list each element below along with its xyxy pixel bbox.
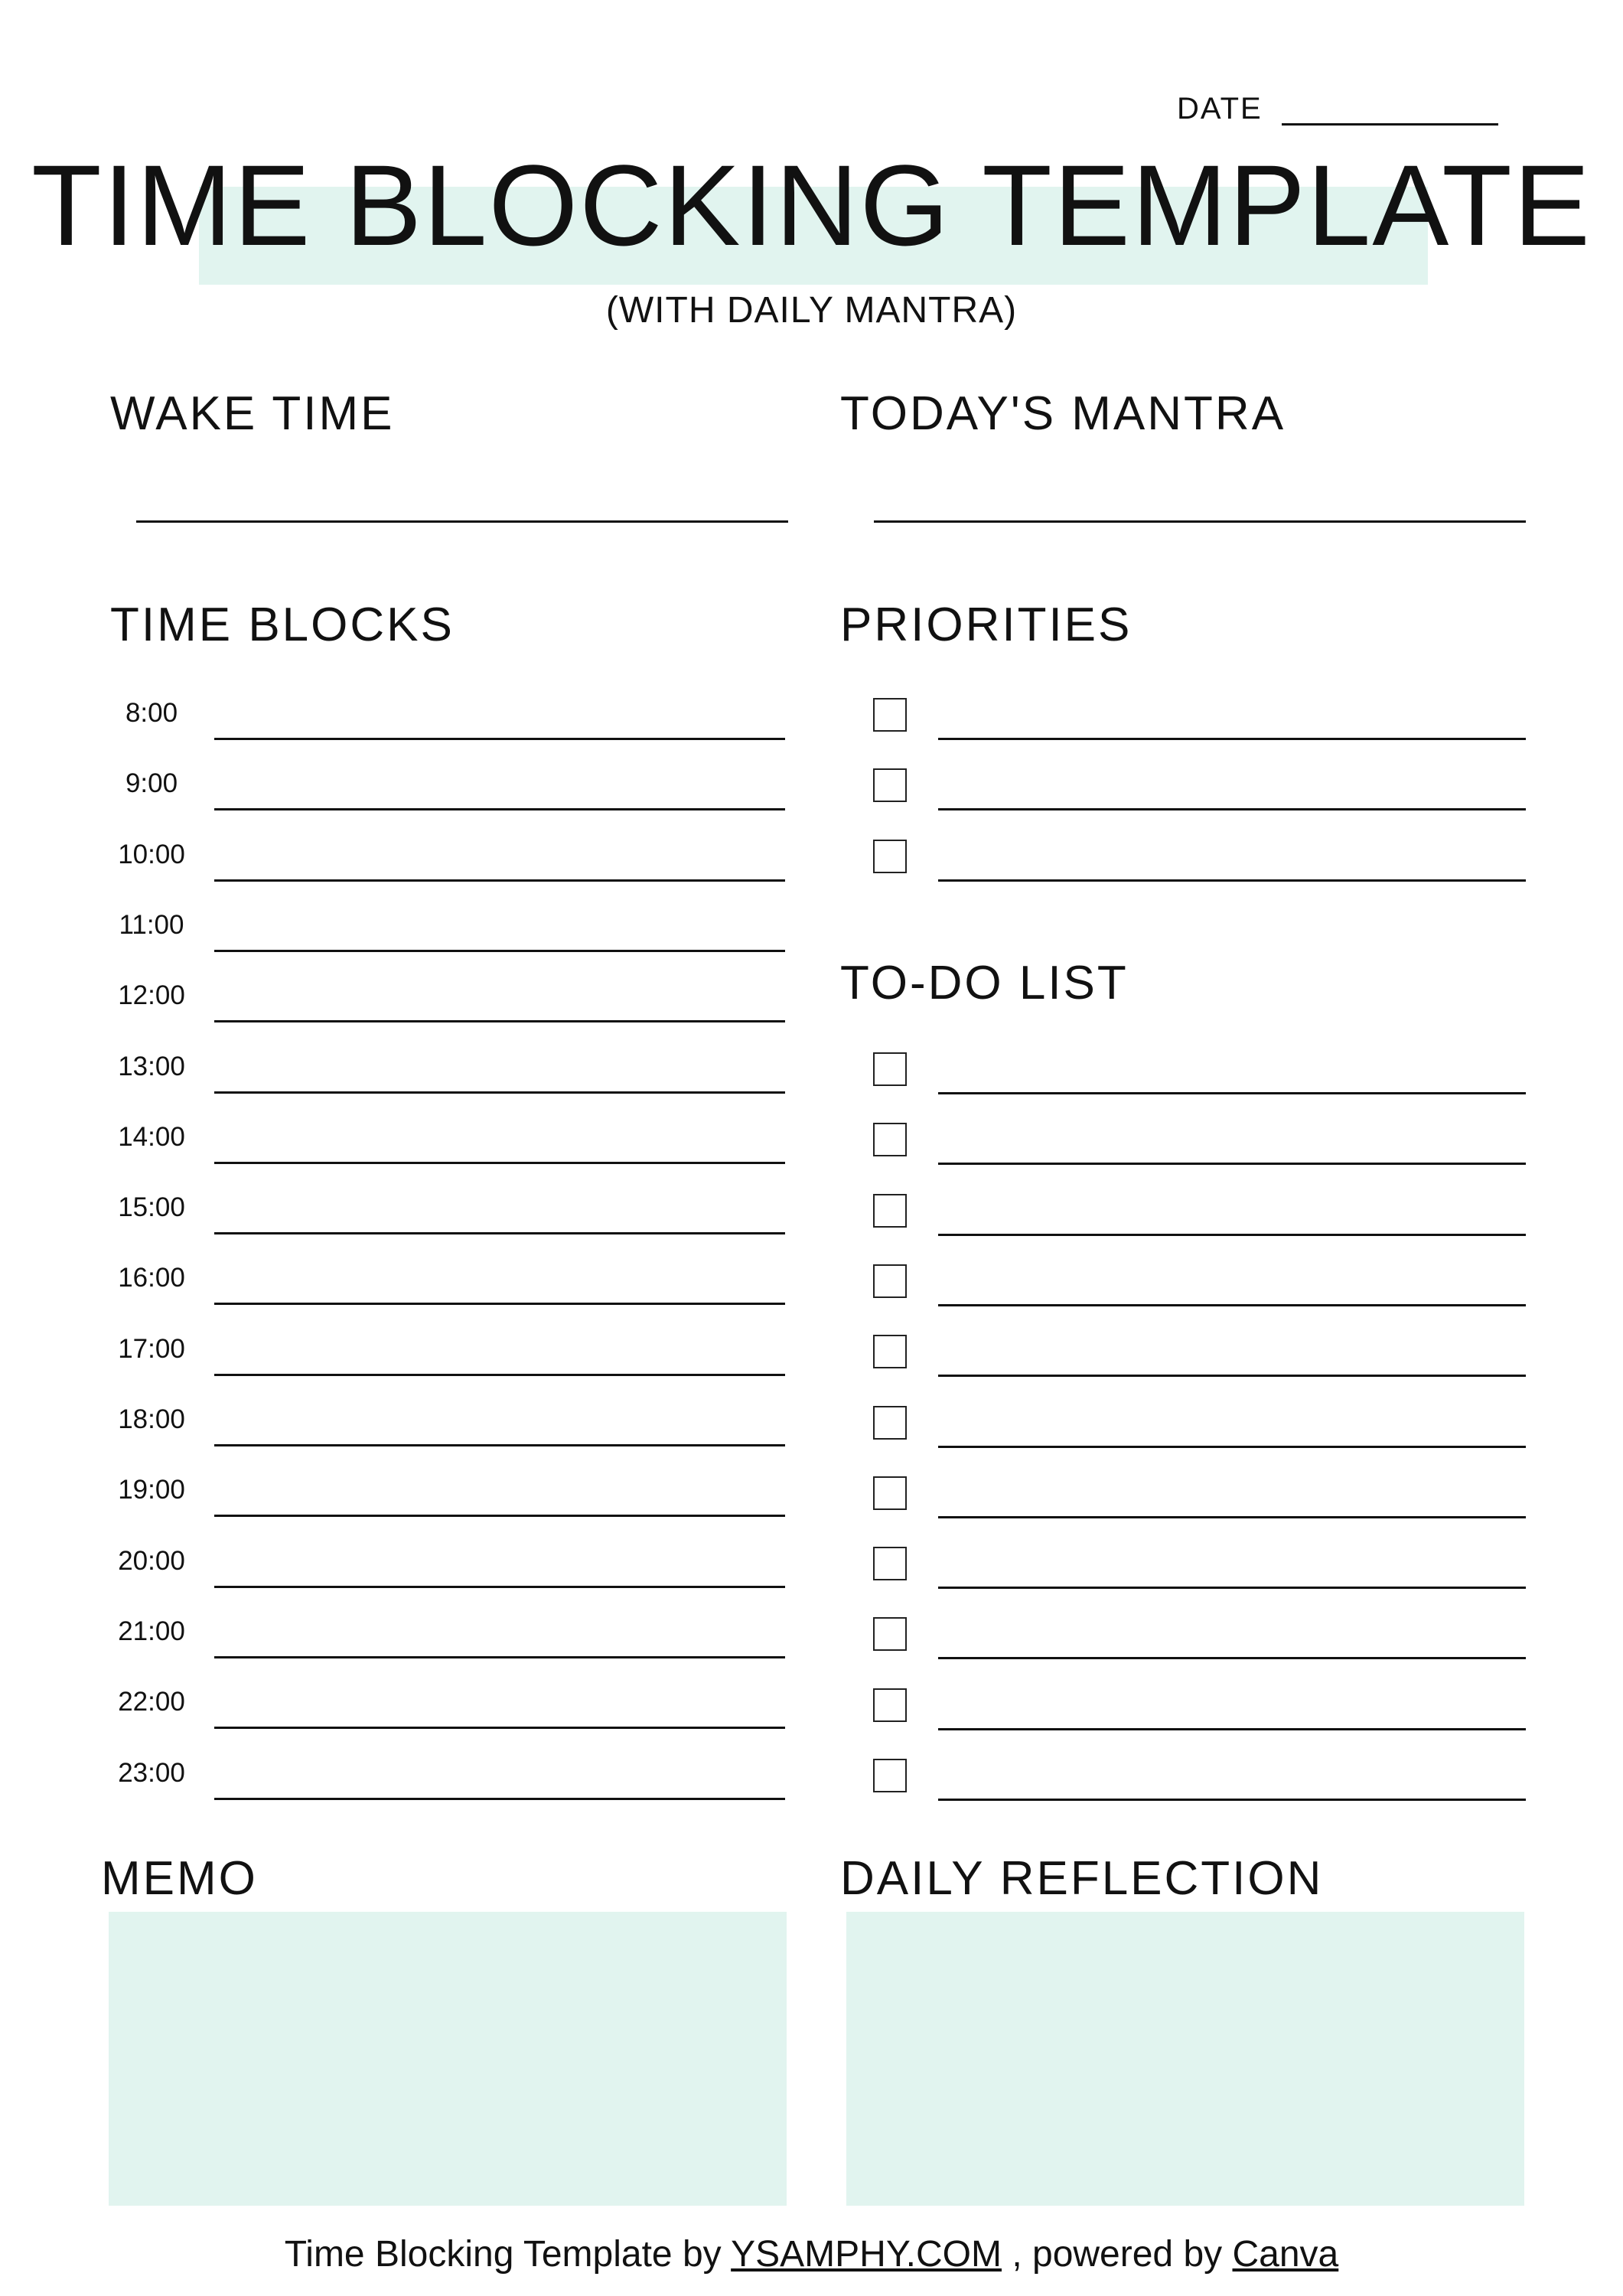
todo-line[interactable] xyxy=(938,1446,1526,1448)
memo-box[interactable] xyxy=(109,1912,787,2206)
priority-line[interactable] xyxy=(938,879,1526,882)
todo-checkbox[interactable] xyxy=(873,1335,907,1368)
time-block-line[interactable] xyxy=(214,1303,785,1305)
todo-checkbox[interactable] xyxy=(873,1688,907,1722)
priority-line[interactable] xyxy=(938,808,1526,810)
todo-line[interactable] xyxy=(938,1799,1526,1801)
todo-checkbox[interactable] xyxy=(873,1547,907,1580)
time-block-label: 23:00 xyxy=(118,1758,185,1788)
time-block-label: 16:00 xyxy=(118,1263,185,1293)
priority-line[interactable] xyxy=(938,738,1526,740)
time-block-line[interactable] xyxy=(214,1232,785,1234)
time-block-label: 20:00 xyxy=(118,1546,185,1576)
page-title: TIME BLOCKING TEMPLATE xyxy=(31,141,1592,269)
time-blocks-heading: TIME BLOCKS xyxy=(110,598,455,651)
todo-line[interactable] xyxy=(938,1516,1526,1518)
todo-line[interactable] xyxy=(938,1092,1526,1094)
time-block-line[interactable] xyxy=(214,950,785,952)
todo-checkbox[interactable] xyxy=(873,1264,907,1298)
time-block-line[interactable] xyxy=(214,1586,785,1588)
priority-checkbox[interactable] xyxy=(873,698,907,732)
time-block-label: 12:00 xyxy=(118,980,185,1010)
time-block-label: 22:00 xyxy=(118,1687,185,1717)
time-block-label: 8:00 xyxy=(125,698,178,728)
memo-heading: MEMO xyxy=(101,1852,258,1905)
time-block-label: 14:00 xyxy=(118,1122,185,1152)
time-block-label: 19:00 xyxy=(118,1475,185,1505)
todo-line[interactable] xyxy=(938,1304,1526,1306)
date-label: DATE xyxy=(1177,92,1263,126)
time-block-label: 9:00 xyxy=(125,768,178,798)
todo-checkbox[interactable] xyxy=(873,1476,907,1510)
time-block-label: 11:00 xyxy=(119,910,184,940)
todo-line[interactable] xyxy=(938,1587,1526,1589)
wake-time-heading: WAKE TIME xyxy=(110,387,395,440)
todo-line[interactable] xyxy=(938,1163,1526,1165)
time-block-label: 18:00 xyxy=(118,1404,185,1434)
time-block-label: 15:00 xyxy=(118,1192,185,1222)
priority-checkbox[interactable] xyxy=(873,768,907,802)
footer-middle: , powered by xyxy=(1012,2234,1223,2275)
daily-reflection-heading: DAILY REFLECTION xyxy=(840,1852,1324,1905)
time-block-line[interactable] xyxy=(214,1162,785,1164)
time-block-line[interactable] xyxy=(214,1374,785,1376)
todo-checkbox[interactable] xyxy=(873,1406,907,1440)
page-subtitle: (WITH DAILY MANTRA) xyxy=(605,290,1018,331)
todo-checkbox[interactable] xyxy=(873,1759,907,1792)
time-block-line[interactable] xyxy=(214,1727,785,1729)
todo-list-heading: TO-DO LIST xyxy=(840,957,1129,1009)
daily-reflection-box[interactable] xyxy=(846,1912,1524,2206)
priorities-heading: PRIORITIES xyxy=(840,598,1133,651)
priority-checkbox[interactable] xyxy=(873,840,907,873)
todo-line[interactable] xyxy=(938,1728,1526,1730)
mantra-line[interactable] xyxy=(874,520,1526,523)
time-block-line[interactable] xyxy=(214,738,785,740)
ysamphy-link[interactable]: YSAMPHY.COM xyxy=(731,2234,1002,2275)
footer xyxy=(0,2233,1623,2276)
todays-mantra-heading: TODAY'S MANTRA xyxy=(840,387,1286,440)
date-input-line[interactable] xyxy=(1282,123,1498,126)
time-block-line[interactable] xyxy=(214,1798,785,1800)
time-block-label: 17:00 xyxy=(118,1334,185,1364)
time-block-label: 13:00 xyxy=(118,1052,185,1081)
time-block-line[interactable] xyxy=(214,1444,785,1446)
wake-time-line[interactable] xyxy=(136,520,788,523)
todo-line[interactable] xyxy=(938,1234,1526,1236)
todo-checkbox[interactable] xyxy=(873,1194,907,1228)
time-block-line[interactable] xyxy=(214,1091,785,1094)
footer-prefix: Time Blocking Template by xyxy=(284,2234,722,2275)
time-block-line[interactable] xyxy=(214,1515,785,1517)
todo-checkbox[interactable] xyxy=(873,1052,907,1086)
todo-line[interactable] xyxy=(938,1657,1526,1659)
time-block-label: 21:00 xyxy=(118,1616,185,1646)
todo-line[interactable] xyxy=(938,1375,1526,1377)
time-block-line[interactable] xyxy=(214,1656,785,1658)
todo-checkbox[interactable] xyxy=(873,1617,907,1651)
time-block-line[interactable] xyxy=(214,808,785,810)
canva-link[interactable]: Canva xyxy=(1232,2234,1339,2275)
time-block-line[interactable] xyxy=(214,1020,785,1022)
time-block-label: 10:00 xyxy=(118,840,185,869)
todo-checkbox[interactable] xyxy=(873,1123,907,1156)
time-block-line[interactable] xyxy=(214,879,785,882)
